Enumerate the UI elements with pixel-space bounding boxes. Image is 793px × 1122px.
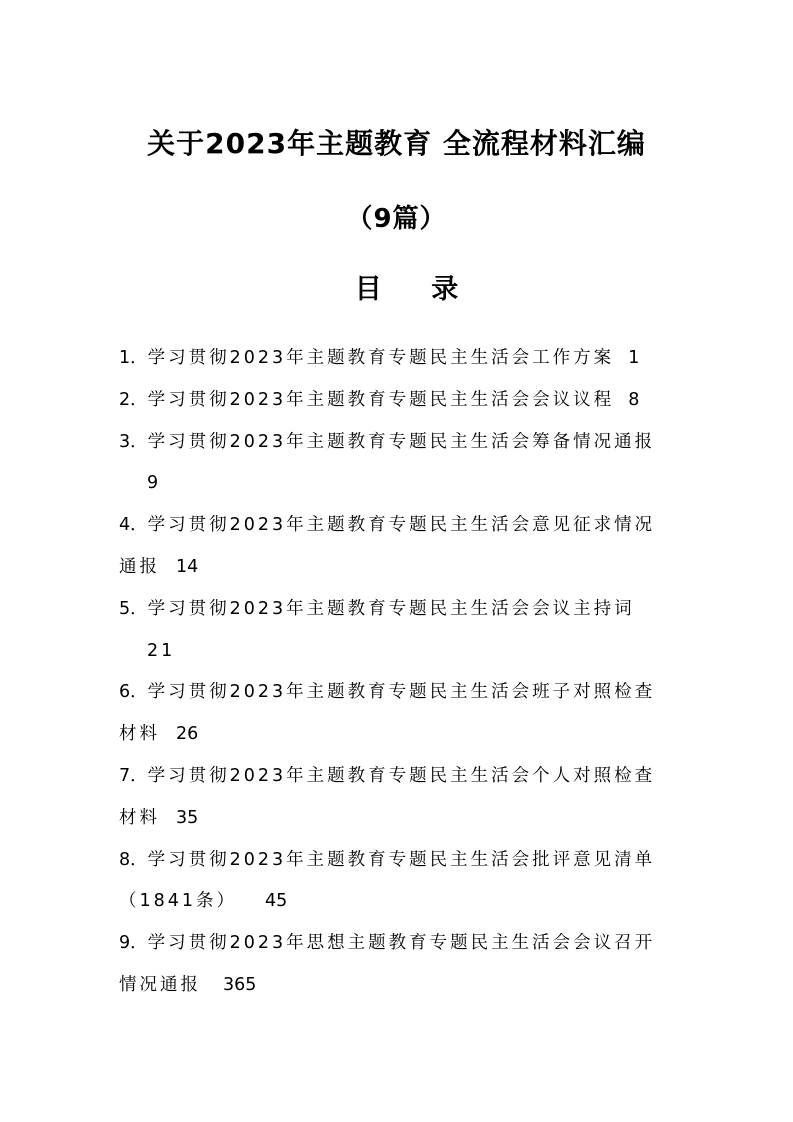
toc-entry-number: 4．	[119, 515, 148, 536]
toc-entry-4[interactable]	[119, 505, 675, 589]
toc-entry-7[interactable]	[119, 756, 675, 840]
toc-entry-page: 14	[176, 556, 199, 577]
toc-entry-5[interactable]	[119, 589, 675, 673]
toc-entry-title-continued: 材料	[119, 807, 160, 828]
toc-entry-page: 21	[147, 640, 176, 661]
toc-entry-number: 3．	[119, 431, 148, 452]
toc-entry-2[interactable]	[119, 380, 675, 422]
toc-entry-title: 学习贯彻2023年主题教育专题民主生活会会议主持词	[147, 598, 635, 619]
toc-entry-page: 1	[628, 348, 640, 368]
toc-entry-6[interactable]	[119, 672, 675, 756]
toc-entry-number: 2．	[119, 389, 148, 410]
toc-entry-title-continued: 通报	[119, 556, 160, 577]
toc-entry-number: 8．	[119, 849, 148, 870]
toc-entry-title: 学习贯彻2023年主题教育专题民主生活会批评意见清单	[147, 849, 656, 870]
table-of-contents	[119, 338, 675, 1007]
toc-entry-9[interactable]	[119, 923, 675, 1007]
toc-entry-number: 7．	[119, 765, 148, 786]
toc-entry-title: 学习贯彻2023年主题教育专题民主生活会工作方案	[147, 348, 615, 368]
toc-entry-title-continued: 情况通报	[119, 974, 201, 995]
toc-entry-3[interactable]	[119, 422, 675, 506]
document-subtitle: （9篇）	[346, 204, 447, 234]
toc-entry-page: 35	[176, 807, 199, 828]
toc-entry-page: 9	[147, 473, 162, 494]
toc-entry-page: 8	[628, 389, 640, 410]
toc-entry-page: 45	[265, 891, 288, 912]
toc-entry-title-continued: 材料	[119, 724, 160, 745]
toc-entry-title: 学习贯彻2023年主题教育专题民主生活会班子对照检查	[147, 682, 656, 703]
toc-entry-number: 5．	[119, 598, 148, 619]
toc-entry-title: 学习贯彻2023年主题教育专题民主生活会个人对照检查	[147, 765, 656, 786]
toc-entry-1[interactable]	[119, 338, 675, 380]
document-title: 关于2023年主题教育 全流程材料汇编	[147, 127, 646, 160]
toc-entry-number: 6．	[119, 682, 148, 703]
toc-entry-page: 365	[223, 974, 257, 995]
toc-entry-title: 学习贯彻2023年主题教育专题民主生活会意见征求情况	[147, 515, 656, 536]
toc-entry-title: 学习贯彻2023年主题教育专题民主生活会筹备情况通报	[147, 431, 656, 452]
toc-entry-number: 9．	[119, 933, 148, 954]
toc-entry-title: 学习贯彻2023年思想主题教育专题民主生活会会议召开	[147, 933, 656, 954]
toc-heading: 目 录	[354, 274, 479, 305]
toc-entry-title-continued: （1841条）	[119, 891, 238, 912]
toc-entry-page: 26	[176, 724, 199, 745]
toc-entry-8[interactable]	[119, 840, 675, 924]
toc-entry-number: 1．	[119, 348, 148, 368]
toc-entry-title: 学习贯彻2023年主题教育专题民主生活会会议议程	[147, 389, 615, 410]
